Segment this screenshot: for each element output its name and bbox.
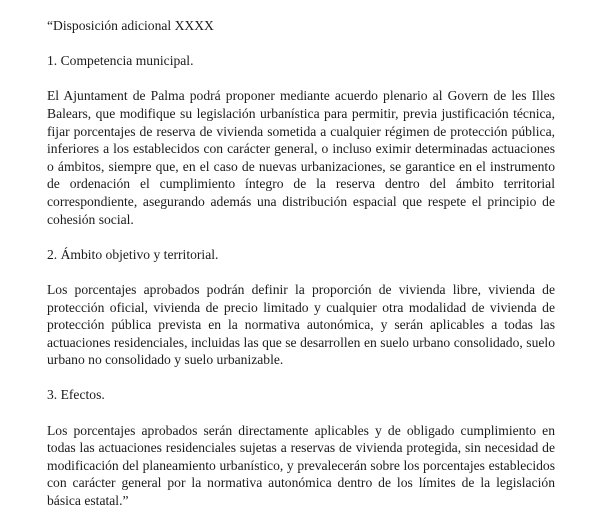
section-body: Los porcentajes aprobados serán directamente aplicables y de obligado cumplimiento en todas las actuaciones residenciales sujetas a reservas de vivienda protegida, sin necesidad de modificación del planeamiento urbanístico, y prevalecerán sobre los porcentajes establecidos con carácter general por la normativa autonómica dentro de los límites de la legislación básica estatal.”	[47, 422, 555, 509]
section-heading: 3. Efectos.	[47, 387, 105, 403]
section-heading: 2. Ámbito objetivo y territorial.	[47, 246, 219, 262]
section-body: Los porcentajes aprobados podrán definir la proporción de vivienda libre, vivienda de protección oficial, vivienda de precio limitado y cualquier otra modalidad de vivienda de protección pública prevista en la normativa autonómica, y serán aplicables a todas las actuaciones residenciales, incluidas las que se desarrollen en suelo urbano consolidado, suelo urbano no consolidado y suelo urbanizable.	[47, 281, 555, 368]
section-heading: 1. Competencia municipal.	[47, 53, 194, 69]
document-title: “Disposición adicional XXXX	[47, 18, 214, 33]
document-page	[47, 17, 555, 527]
section-body: El Ajuntament de Palma podrá proponer mediante acuerdo plenario al Govern de les Illes Balears, que modifique su legislación urbanística para permitir, previa justificación técnica, fijar porcentajes de reserva de vivienda sometida a cualquier régimen de protección pública, inferiores a los establecidos con carácter general, o incluso eximir determinadas actuaciones o ámbitos, siempre que, en el caso de nuevas urbanizaciones, se garantice en el instrumento de ordenación el cumplimiento íntegro de la reserva dentro del ámbito territorial correspondiente, asegurando además una distribución espacial que respete el principio de cohesión social.	[47, 88, 555, 227]
